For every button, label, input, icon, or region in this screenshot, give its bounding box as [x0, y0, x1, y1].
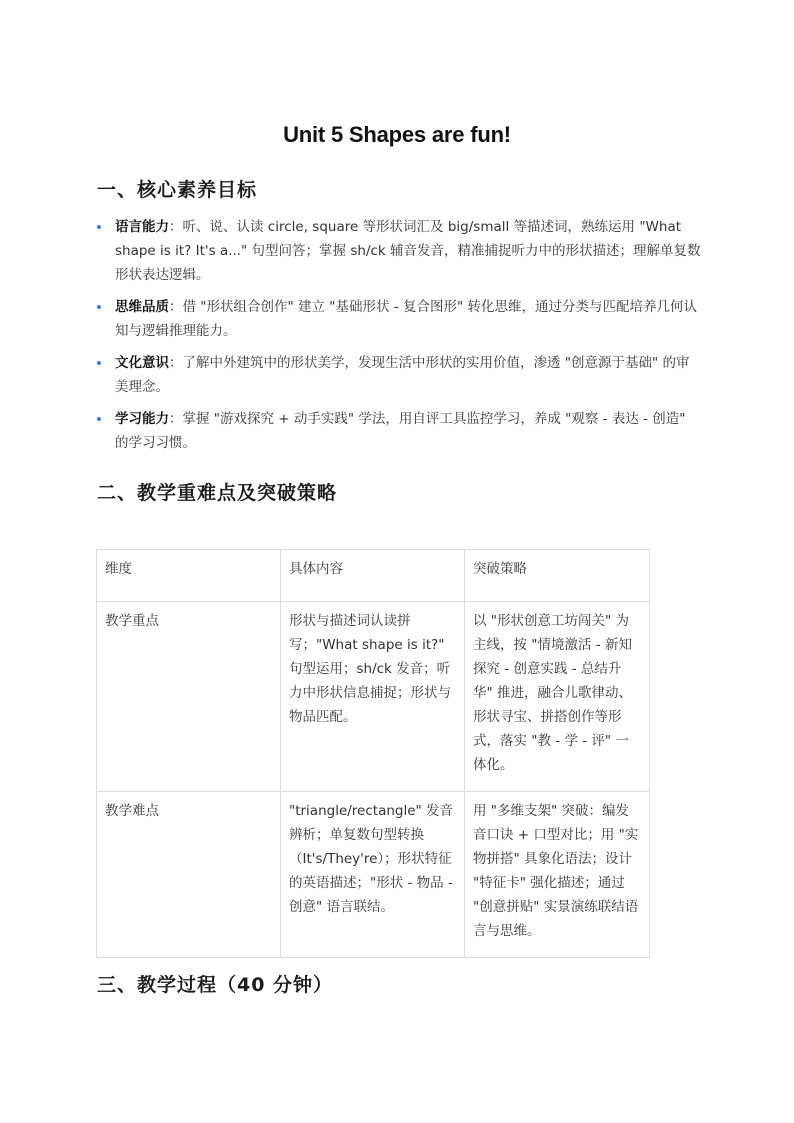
section-heading-objectives: 一、核心素养目标	[97, 179, 258, 201]
list-item-text: ：了解中外建筑中的形状美学，发现生活中形状的实用价值，渗透 "创意源于基础" 的审美理念。	[115, 355, 690, 395]
list-item-text: ：借 "形状组合创作" 建立 "基础形状 - 复合图形" 转化思维，通过分类与匹配培养几何认知与逻辑推理能力。	[115, 299, 697, 339]
section-heading-process: 三、教学过程（40 分钟）	[97, 974, 334, 996]
list-item	[97, 215, 702, 287]
bullet-icon	[97, 305, 101, 309]
list-item-text: ：掌握 "游戏探究 + 动手实践" 学法，用自评工具监控学习，养成 "观察 - 表达 - 创造" 的学习习惯。	[115, 411, 686, 451]
table-header-cell: 突破策略	[465, 550, 650, 602]
key-points-table	[96, 549, 650, 958]
list-item-label: 思维品质	[115, 299, 169, 315]
bullet-icon	[97, 225, 101, 229]
objectives-list	[97, 215, 702, 463]
table-cell: 用 "多维支架" 突破：编发音口诀 + 口型对比；用 "实物拼搭" 具象化语法；设计 "特征卡" 强化描述；通过 "创意拼贴" 实景演练联结语言与思维。	[465, 792, 650, 958]
table-cell: "triangle/rectangle" 发音辨析；单复数句型转换（It's/They're）；形状特征的英语描述；"形状 - 物品 - 创意" 语言联结。	[281, 792, 465, 958]
list-item	[97, 407, 702, 455]
table-header-cell: 维度	[97, 550, 281, 602]
table-header-cell: 具体内容	[281, 550, 465, 602]
list-item-label: 学习能力	[115, 411, 169, 427]
table-row	[97, 602, 650, 792]
list-item	[97, 295, 702, 343]
table-cell: 教学重点	[97, 602, 281, 792]
document-title: Unit 5 Shapes are fun!	[283, 122, 511, 147]
table-header-row	[97, 550, 650, 602]
table-cell: 以 "形状创意工坊闯关" 为主线，按 "情境激活 - 新知探究 - 创意实践 - 总结升华" 推进，融合儿歌律动、形状寻宝、拼搭创作等形式，落实 "教 - 学 - 评" 一体化。	[465, 602, 650, 792]
table-cell: 形状与描述词认读拼写；"What shape is it?" 句型运用；sh/ck 发音；听力中形状信息捕捉；形状与物品匹配。	[281, 602, 465, 792]
bullet-icon	[97, 417, 101, 421]
list-item-text: ：听、说、认读 circle, square 等形状词汇及 big/small 等描述词，熟练运用 "What shape is it? It's a..." 句型问答；掌握 sh/ck 辅音发音，精准捕捉听力中的形状描述；理解单复数形状表达逻辑。	[115, 219, 701, 283]
bullet-icon	[97, 361, 101, 365]
list-item	[97, 351, 702, 399]
section-heading-key-points: 二、教学重难点及突破策略	[97, 482, 338, 504]
table-cell: 教学难点	[97, 792, 281, 958]
list-item-label: 文化意识	[115, 355, 169, 371]
list-item-label: 语言能力	[115, 219, 169, 235]
table-row	[97, 792, 650, 958]
